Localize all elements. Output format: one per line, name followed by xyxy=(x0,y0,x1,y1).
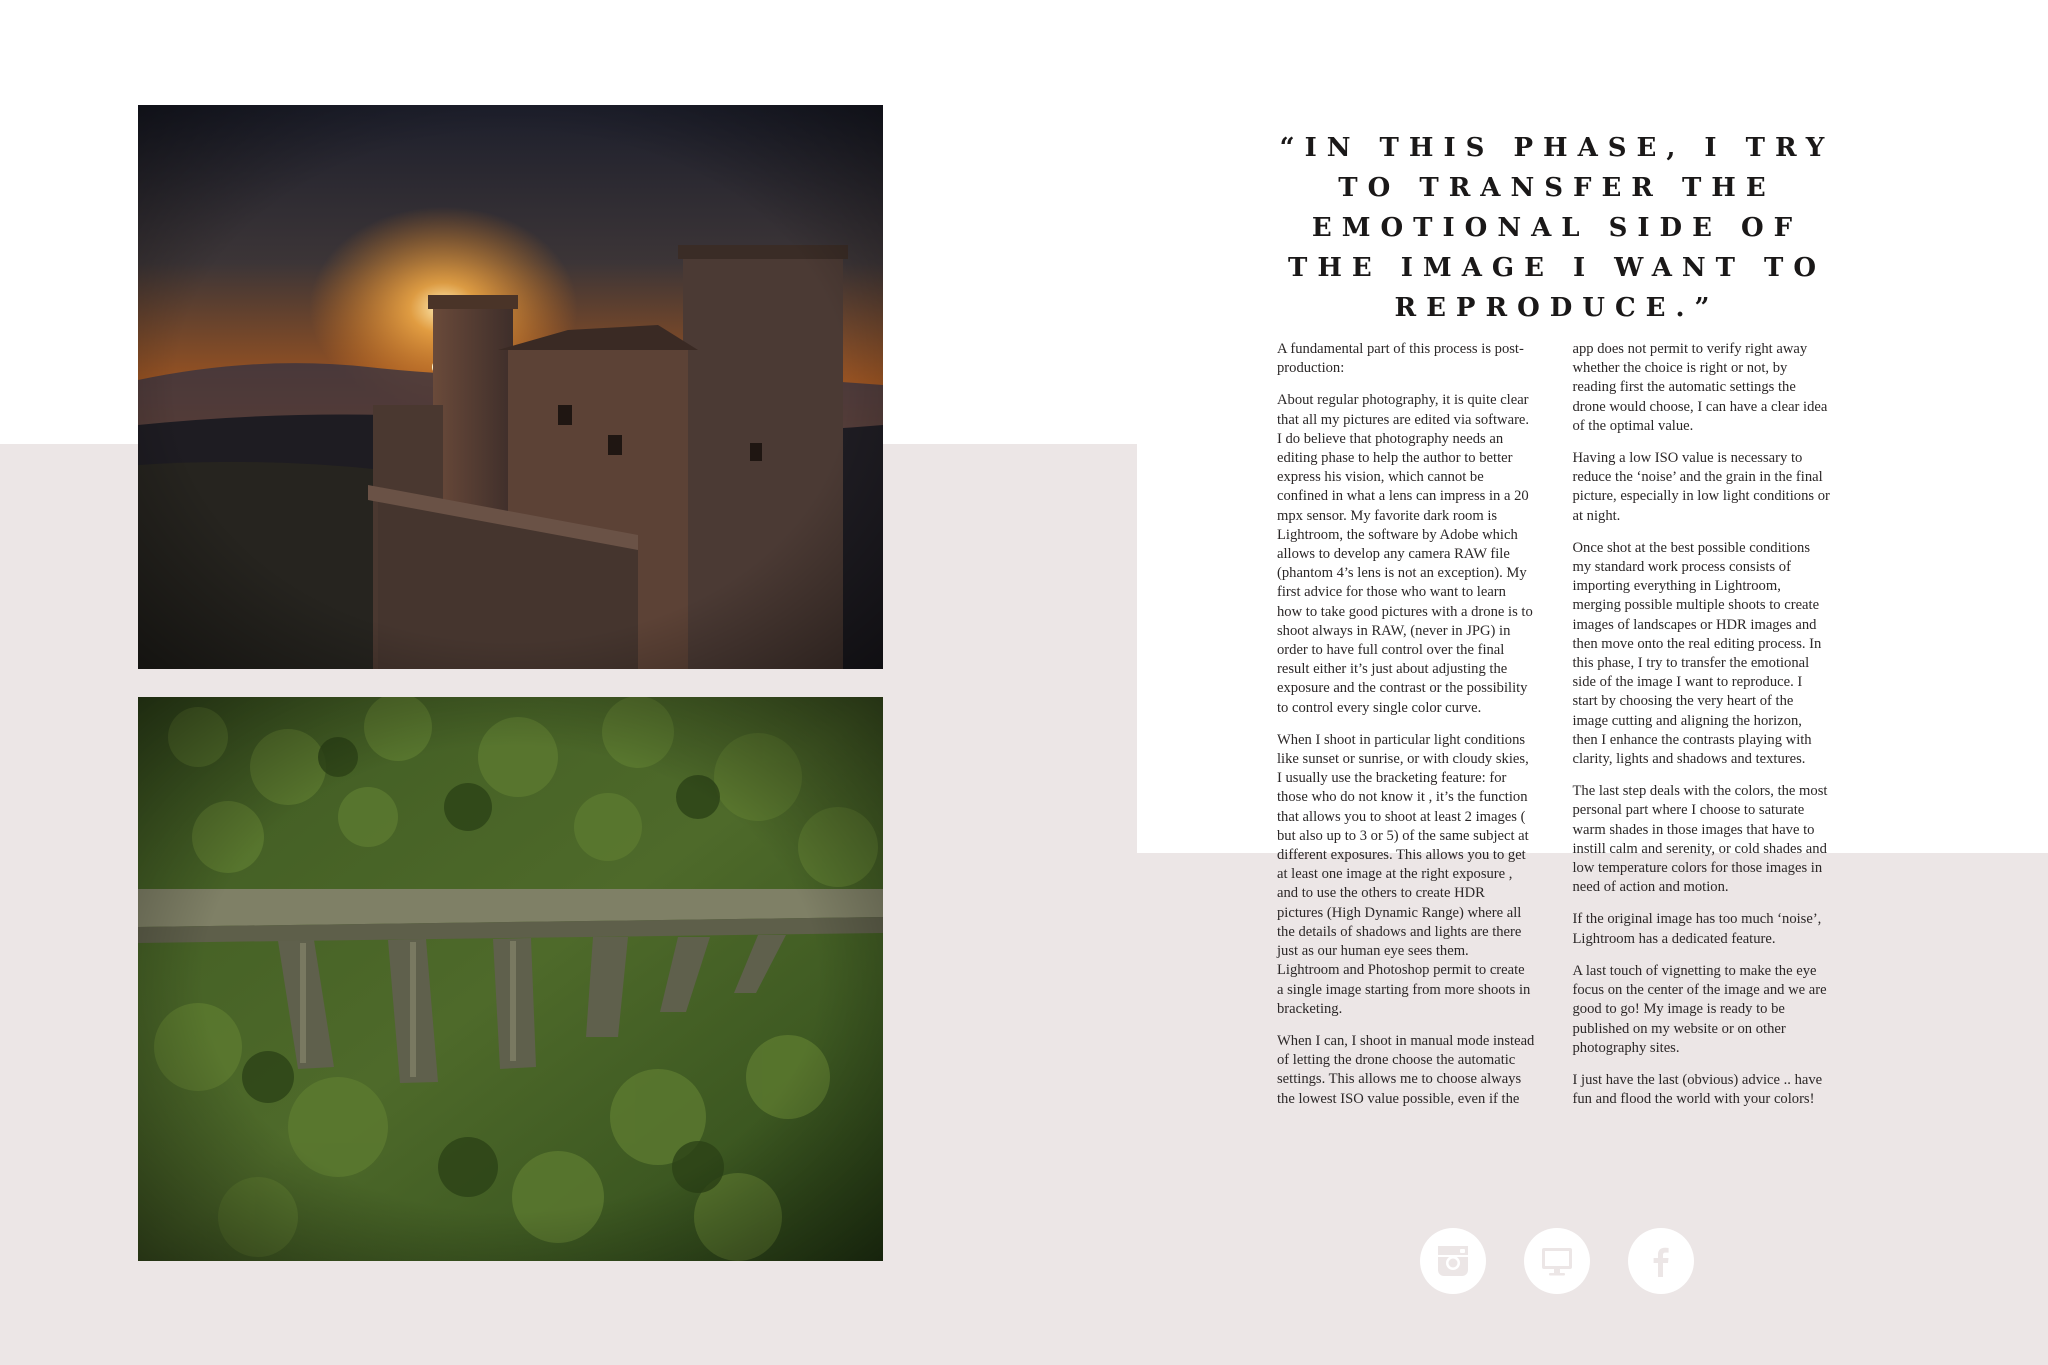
facebook-icon xyxy=(1643,1243,1679,1279)
article-paragraph: A last touch of vignetting to make the eye focus on the center of the image and we are good to go! My image is ready to be published on my website or on other photography sites. xyxy=(1572,962,1827,1056)
pull-quote: “IN THIS PHASE, I TRY TO TRANSFER THE EMOTIONAL SIDE OF THE IMAGE I WANT TO REPRODUCE.” xyxy=(1279,133,1835,323)
article-paragraph: About regular photography, it is quite clear that all my pictures are edited via software. I do believe that photography needs an editing phase to help the author to better express his vision, which cannot be confined in what a lens can impress in a 20 mpx sensor. My favorite dark room is Lightroom, the software by Adobe which allows to develop any camera RAW file (phantom 4’s lens is not an exception). My first advice for those who want to learn how to take good pictures with a drone is to shoot always in RAW, (never in JPG) in order to have full control over the final result either it’s just about adjusting the exposure and the contrast or the possibility to control every single color curve. xyxy=(1277,392,1533,716)
castle-sunset-photo xyxy=(138,105,883,669)
article-paragraph: If the original image has too much ‘noise’, Lightroom has a dedicated feature. xyxy=(1572,911,1822,947)
article-paragraph: The last step deals with the colors, the most personal part where I choose to saturate warm shades in those images that have to instill calm and serenity, or cold shades and low temperature colors for those images in need of action and motion. xyxy=(1572,783,1828,896)
article-paragraph: When I can, I shoot in manual mode instead of letting the drone choose the automatic settings. This allows me to choose always the lowest ISO value possible, even if the app does not permit to verify right away whether the choice is right or not, by reading first the automatic settings the drone would choose, I can have a clear idea of the optimal value. xyxy=(1277,341,1828,1107)
article-paragraph: Having a low ISO value is necessary to reduce the ‘noise’ and the grain in the final picture, especially in low light conditions or at night. xyxy=(1572,450,1830,524)
social-links xyxy=(1420,1228,1694,1294)
article-paragraph: When I shoot in particular light conditions like sunset or sunrise, or with cloudy skies, I usually use the bracketing feature: for those who do not know it , it’s the function that allows you to shoot at least 2 images ( but also up to 3 or 5) of the same subject at different exposures. This allows you to get at least one image at the right exposure , and to use the others to create HDR pictures (High Dynamic Range) where all the details of shadows and lights are there just as our human eye sees them. Lightroom and Photoshop permit to create a single image starting from more shoots in bracketing. xyxy=(1277,731,1531,1017)
instagram-button[interactable] xyxy=(1420,1228,1486,1294)
article-paragraph: I just have the last (obvious) advice .. have fun and flood the world with your colors! xyxy=(1572,1071,1823,1108)
article-body xyxy=(1277,340,1830,1116)
article-paragraph: A fundamental part of this process is post-production: xyxy=(1277,341,1524,377)
instagram-icon xyxy=(1435,1243,1471,1279)
facebook-button[interactable] xyxy=(1628,1228,1694,1294)
aqueduct-forest-photo xyxy=(138,697,883,1261)
article-paragraph: Once shot at the best possible conditions my standard work process consists of importing everything in Lightroom, merging possible multiple shoots to create images of landscapes or HDR images and then move onto the real editing process. In this phase, I try to transfer the emotional side of the image I want to reproduce. I start by choosing the very heart of the image cutting and aligning the horizon, then I enhance the contrasts playing with clarity, lights and shadows and textures. xyxy=(1572,539,1822,768)
website-button[interactable] xyxy=(1524,1228,1590,1294)
monitor-icon xyxy=(1539,1243,1575,1279)
